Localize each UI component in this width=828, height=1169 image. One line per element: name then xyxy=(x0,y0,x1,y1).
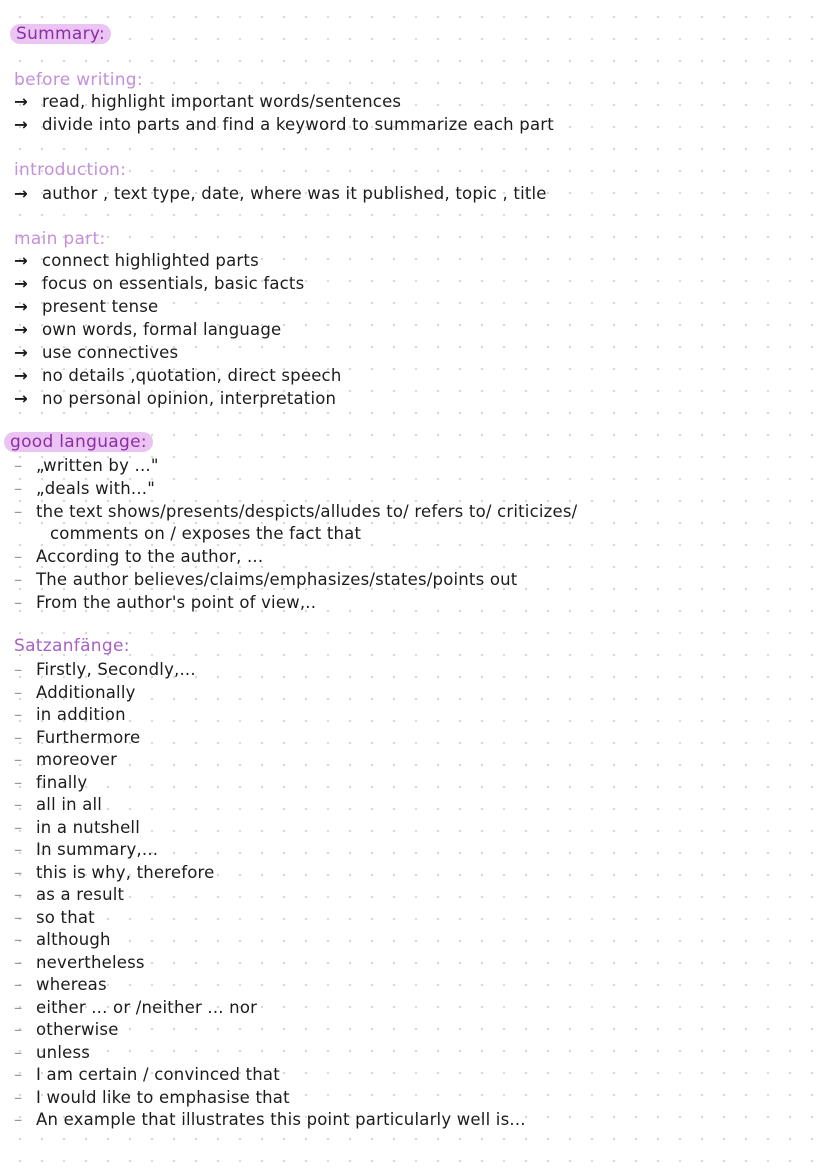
list-item: – Firstly, Secondly,... xyxy=(14,660,196,679)
dash-icon: – xyxy=(14,1110,23,1129)
list-item: – nevertheless xyxy=(14,952,145,972)
list-item: – In summary,... xyxy=(14,840,159,859)
list-item: → own words, formal language xyxy=(14,320,282,339)
arrow-icon: → xyxy=(14,115,29,134)
dash-icon: – xyxy=(14,547,23,566)
list-item: – in addition xyxy=(14,705,126,724)
list-item: – I am certain / convinced that xyxy=(14,1065,280,1084)
dash-icon: – xyxy=(14,930,23,949)
list-item: → use connectives xyxy=(14,343,179,362)
list-item: → read, highlight important words/sentences xyxy=(14,92,402,111)
list-item: – whereas xyxy=(14,975,107,994)
summary-heading: Summary: xyxy=(10,24,111,44)
list-item: → divide into parts and find a keyword to summarize each part xyxy=(14,115,554,134)
dash-icon: – xyxy=(14,772,23,792)
list-item: – „deals with..." xyxy=(14,479,156,498)
list-item-continuation: comments on / exposes the fact that xyxy=(50,524,362,543)
list-item: – Additionally xyxy=(14,682,136,702)
list-item: – An example that illustrates this point particularly well is... xyxy=(14,1110,526,1129)
arrow-icon: → xyxy=(14,251,29,270)
before-writing-heading: before writing: xyxy=(14,70,143,90)
dash-icon: – xyxy=(14,660,23,679)
list-item: – as a result xyxy=(14,885,125,904)
dash-icon: – xyxy=(14,862,23,882)
dash-icon: – xyxy=(14,1087,23,1107)
list-item: – this is why, therefore xyxy=(14,862,215,882)
dash-icon: – xyxy=(14,1065,23,1084)
list-item: – I would like to emphasise that xyxy=(14,1087,290,1107)
dash-icon: – xyxy=(14,997,23,1017)
dash-icon: – xyxy=(14,727,23,747)
dash-icon: – xyxy=(14,1042,23,1062)
list-item: – all in all xyxy=(14,795,103,814)
arrow-icon: → xyxy=(14,343,29,362)
dash-icon: – xyxy=(14,907,23,927)
dash-icon: – xyxy=(14,817,23,837)
list-item: – the text shows/presents/despicts/alludes to/ refers to/ criticizes/ xyxy=(14,502,578,521)
arrow-icon: → xyxy=(14,389,29,408)
dash-icon: – xyxy=(14,1020,23,1039)
arrow-icon: → xyxy=(14,366,29,385)
dash-icon: – xyxy=(14,705,23,724)
dash-icon: – xyxy=(14,885,23,904)
introduction-heading: introduction: xyxy=(14,160,127,180)
list-item: – According to the author, ... xyxy=(14,547,264,566)
list-item: – in a nutshell xyxy=(14,817,141,837)
list-item: – unless xyxy=(14,1042,91,1062)
list-item: – so that xyxy=(14,907,95,927)
list-item: – „written by ..." xyxy=(14,456,159,475)
list-item: → author , text type, date, where was it published, topic , title xyxy=(14,184,547,203)
list-item: → present tense xyxy=(14,297,159,316)
list-item: → focus on essentials, basic facts xyxy=(14,274,305,293)
list-item: → no details ,quotation, direct speech xyxy=(14,366,342,385)
list-item: – The author believes/claims/emphasizes/states/points out xyxy=(14,570,518,589)
dash-icon: – xyxy=(14,795,23,814)
list-item: → no personal opinion, interpretation xyxy=(14,389,337,408)
list-item: – otherwise xyxy=(14,1020,119,1039)
arrow-icon: → xyxy=(14,274,29,293)
satzanfaenge-heading: Satzanfänge: xyxy=(14,636,130,656)
list-item: – either ... or /neither ... nor xyxy=(14,997,258,1017)
dash-icon: – xyxy=(14,593,23,612)
list-item: – From the author's point of view,.. xyxy=(14,593,317,612)
list-item: – Furthermore xyxy=(14,727,141,747)
arrow-icon: → xyxy=(14,184,29,203)
list-item: – finally xyxy=(14,772,88,792)
good-language-heading: good language: xyxy=(4,432,153,452)
arrow-icon: → xyxy=(14,92,29,111)
arrow-icon: → xyxy=(14,320,29,339)
arrow-icon: → xyxy=(14,297,29,316)
dash-icon: – xyxy=(14,952,23,972)
dash-icon: – xyxy=(14,456,23,475)
dash-icon: – xyxy=(14,479,23,498)
dash-icon: – xyxy=(14,750,23,769)
list-item: – moreover xyxy=(14,750,118,769)
dash-icon: – xyxy=(14,570,23,589)
dash-icon: – xyxy=(14,975,23,994)
dash-icon: – xyxy=(14,840,23,859)
list-item: – although xyxy=(14,930,111,949)
dash-icon: – xyxy=(14,502,23,521)
list-item: → connect highlighted parts xyxy=(14,251,259,270)
dash-icon: – xyxy=(14,682,23,702)
main-part-heading: main part: xyxy=(14,229,106,249)
